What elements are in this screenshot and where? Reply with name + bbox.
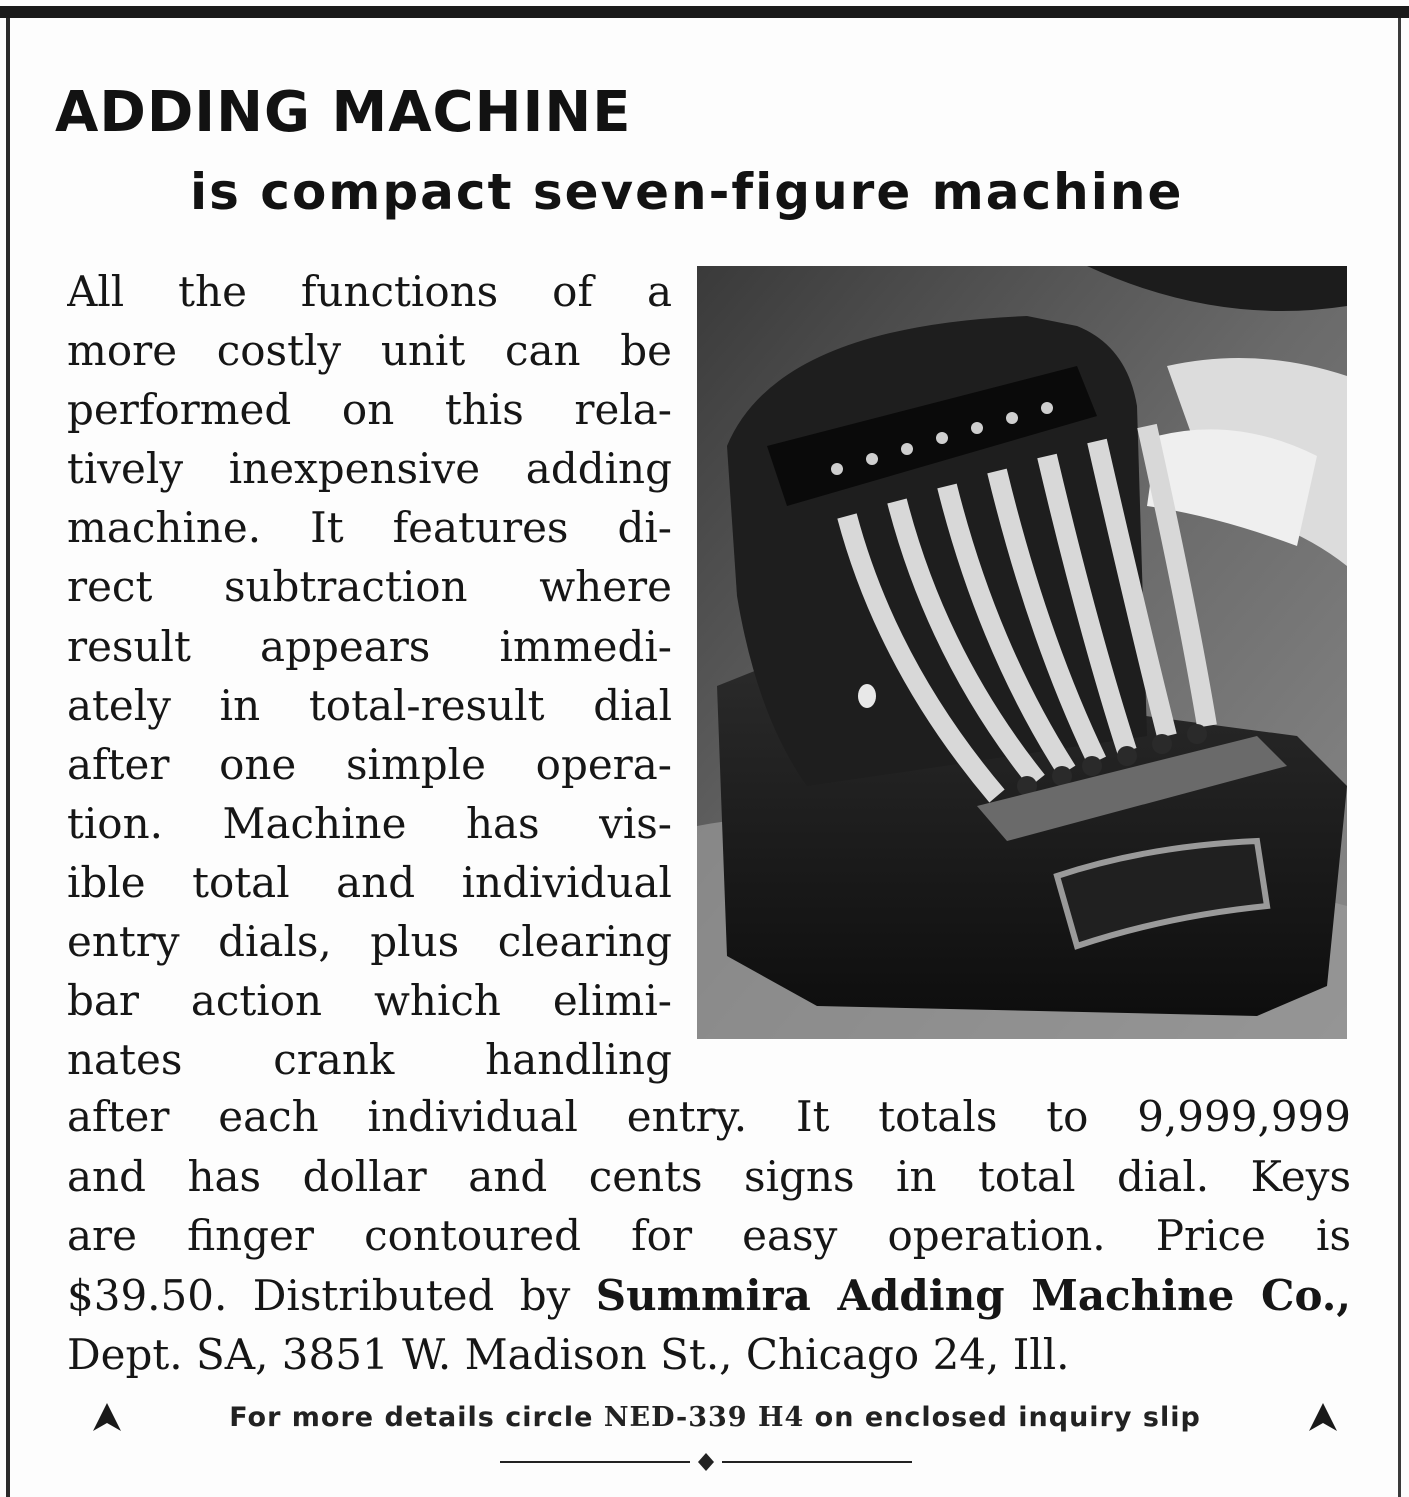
body-text-wide <box>67 1087 1351 1385</box>
company-name: Summira Adding Machine Co., <box>595 1270 1351 1320</box>
body-text-narrow <box>67 262 672 1089</box>
footnote-suffix: on enclosed inquiry slip <box>814 1401 1201 1433</box>
body-line: All the functions of a <box>67 267 672 316</box>
body-line: more costly unit can be <box>67 326 672 376</box>
body-line: ately in total-result dial <box>67 680 672 730</box>
body-line: rect subtraction where <box>67 562 672 612</box>
left-border-rule <box>6 18 10 1497</box>
inquiry-footnote <box>90 1394 1340 1440</box>
body-line: performed on this rela- <box>67 385 672 435</box>
headline: ADDING MACHINE <box>55 80 632 145</box>
footnote-text <box>229 1402 1201 1433</box>
body-line: result appears immedi- <box>67 621 672 671</box>
inquiry-code: NED-339 H4 <box>603 1401 805 1433</box>
up-arrow-icon <box>90 1400 124 1434</box>
price-distributor-line <box>67 1266 1351 1326</box>
adding-machine-illustration <box>697 266 1347 1039</box>
body-line: tively inexpensive adding <box>67 444 672 494</box>
body-line: after one simple opera- <box>67 739 672 789</box>
divider-ornament <box>500 1450 912 1474</box>
price-prefix: $39.50. Distributed by <box>67 1270 571 1320</box>
footnote-prefix: For more details circle <box>229 1401 594 1433</box>
body-line: are finger contoured for easy operation. Price is <box>67 1211 1351 1260</box>
adding-machine-photo <box>697 266 1347 1039</box>
subheadline: is compact seven-figure machine <box>190 163 1184 221</box>
body-line: ible total and individual <box>67 857 672 907</box>
body-line: bar action which elimi- <box>67 976 672 1026</box>
body-line: machine. It features di- <box>67 503 672 553</box>
top-border-rule <box>0 6 1409 18</box>
address-line: Dept. SA, 3851 W. Madison St., Chicago 24, Ill. <box>67 1330 1070 1379</box>
body-line: and has dollar and cents signs in total dial. Keys <box>67 1151 1351 1201</box>
body-line: after each individual entry. It totals to 9,999,999 <box>67 1092 1351 1141</box>
body-line: entry dials, plus clearing <box>67 917 672 967</box>
right-border-rule <box>1398 18 1401 1497</box>
body-line: nates crank handling <box>67 1035 672 1085</box>
up-arrow-icon <box>1306 1400 1340 1434</box>
body-line: tion. Machine has vis- <box>67 798 672 848</box>
